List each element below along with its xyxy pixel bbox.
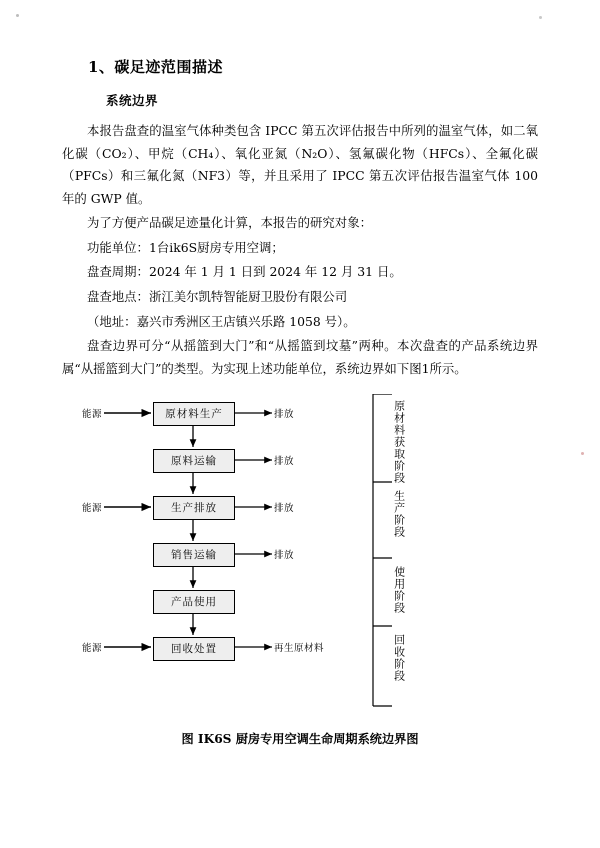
diagram-box-material-transport: 原料运输 [153,449,235,473]
figure-caption: 图 IK6S 厨房专用空调生命周期系统边界图 [181,732,419,747]
field-inventory-period-label: 盘查周期： [87,264,149,280]
diagram-box-sales-transport: 销售运输 [153,543,235,567]
diagram-box-raw-material-production: 原材料生产 [153,402,235,426]
diagram-stage-recycling: 回收阶段 [392,634,406,683]
diagram-label-emission-1: 排放 [274,409,295,421]
diagram-label-emission-3: 排放 [274,503,295,515]
diagram-stage-raw-material-acquisition: 原材料获取阶段 [392,400,406,485]
diagram-label-emission-4: 排放 [274,550,295,562]
paragraph-greenhouse-gases: 本报告盘查的温室气体种类包含 IPCC 第五次评估报告中所列的温室气体，如二氧化碳（CO₂）、甲烷（CH₄）、氧化亚氮（N₂O）、氢氟碳化物（HFCs）、全氟化碳（PFCs）和三氟化氮（NF3）等，并且采用了 IPCC 第五次评估报告温室气体 100 年的 GWP 值。 [62,123,538,206]
diagram-box-recycling-disposal: 回收处置 [153,637,235,661]
paragraph-study-object: 为了方便产品碳足迹量化计算，本报告的研究对象： [87,215,372,231]
field-inventory-period [87,261,538,284]
field-address-value: 嘉兴市秀洲区王店镇兴乐路 1058 号）。 [136,313,356,329]
section-subtitle: 系统边界 [106,93,159,108]
diagram-connectors [62,394,538,714]
page-speck-top-left [16,14,19,17]
paragraph-system-boundary: 盘查边界可分“从摇篮到大门”和“从摇篮到坟墓”两种。本次盘查的产品系统边界属“从摇篮到大门”的类型。为实现上述功能单位，系统边界如下图1所示。 [62,338,538,376]
field-functional-unit [87,237,538,260]
page-speck-top-right [539,16,542,19]
figure-system-boundary [62,394,538,724]
field-inventory-period-value: 2024 年 1 月 1 日到 2024 年 12 月 31 日。 [148,264,402,280]
diagram-stage-production: 生产阶段 [392,490,406,539]
diagram-lifecycle-flow [62,394,538,714]
field-inventory-location-label: 盘查地点： [87,289,149,305]
diagram-label-energy-3: 能源 [82,643,103,655]
field-inventory-location-value: 浙江美尔凯特智能厨卫股份有限公司 [148,289,348,305]
field-functional-unit-value: 1台ik6S厨房专用空调； [148,239,284,255]
field-address-label: （地址： [87,313,137,329]
field-functional-unit-label: 功能单位： [87,239,149,255]
diagram-stage-use: 使用阶段 [392,566,406,615]
diagram-box-product-use: 产品使用 [153,590,235,614]
field-address [87,311,538,334]
diagram-label-energy-1: 能源 [82,409,103,421]
diagram-box-production-emission: 生产排放 [153,496,235,520]
diagram-label-emission-2: 排放 [274,456,295,468]
diagram-label-energy-2: 能源 [82,503,103,515]
page-speck-middle-right [581,452,584,455]
field-inventory-location [87,286,538,309]
diagram-label-recycled-material: 再生原材料 [274,643,325,655]
page-title: 1、碳足迹范围描述 [88,58,223,76]
